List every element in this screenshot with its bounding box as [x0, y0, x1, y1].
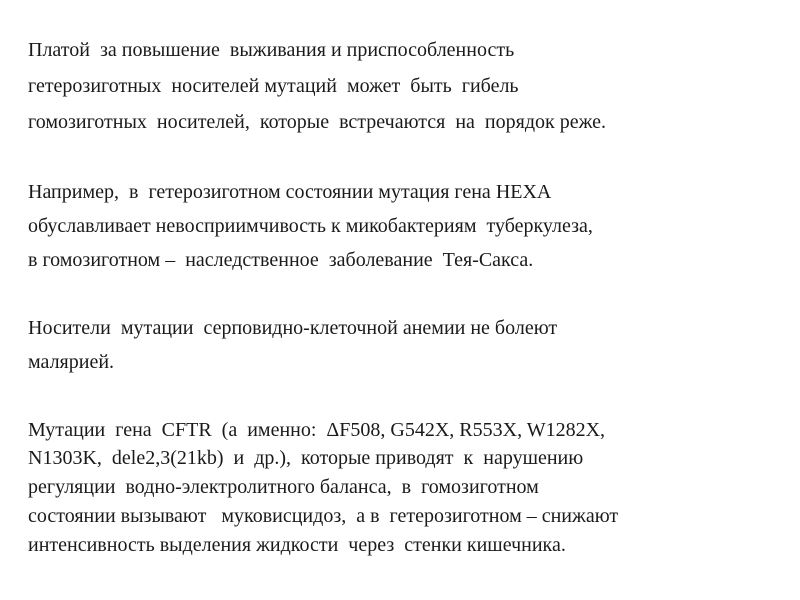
paragraph-4-line-5: интенсивность выделения жидкости через стенки кишечника.: [28, 534, 566, 556]
paragraph-4-line-1: Мутации гена CFTR (а именно: ΔF508, G542X, R553X, W1282X,: [28, 419, 606, 441]
paragraph-4-line-4: состоянии вызывают муковисцидоз, а в гетерозиготном – снижают: [28, 505, 619, 527]
paragraph-4-line-2: N1303K, dele2,3(21kb) и др.), которые приводят к нарушению: [28, 447, 584, 469]
paragraph-1-line-2: гетерозиготных носителей мутаций может быть гибель: [28, 75, 519, 97]
paragraph-4-line-3: регуляции водно-электролитного баланса, в гомозиготном: [28, 476, 539, 498]
paragraph-2-line-3: в гомозиготном – наследственное заболевание Тея-Сакса.: [28, 249, 534, 271]
paragraph-1-line-3: гомозиготных носителей, которые встречаются на порядок реже.: [28, 111, 607, 133]
paragraph-2-line-1: Например, в гетерозиготном состоянии мутация гена НЕХА: [28, 181, 552, 203]
paragraph-3-line-1: Носители мутации серповидно-клеточной анемии не болеют: [28, 317, 558, 339]
paragraph-1-line-1: Платой за повышение выживания и приспособленность: [28, 39, 515, 61]
paragraph-3-line-2: малярией.: [28, 351, 115, 373]
paragraph-2-line-2: обуславливает невосприимчивость к микобактериям туберкулеза,: [28, 215, 593, 237]
